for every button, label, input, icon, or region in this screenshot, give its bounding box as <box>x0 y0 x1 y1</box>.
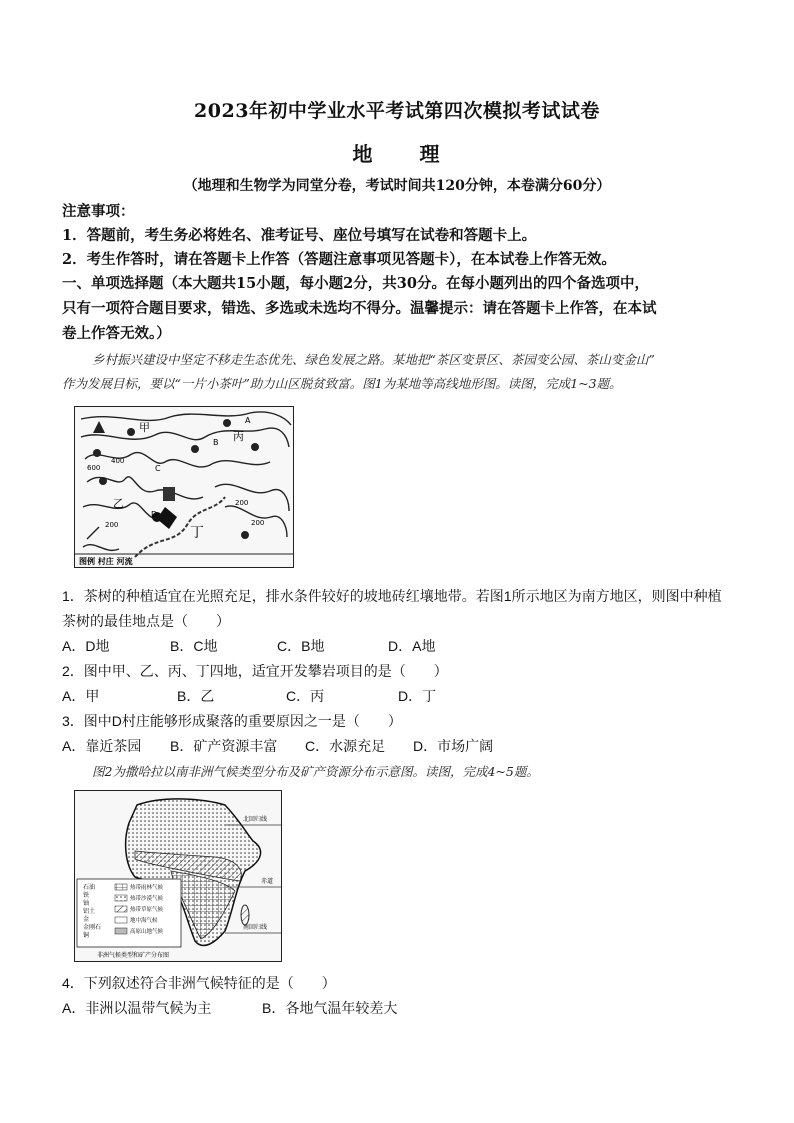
instructions-heading: 注意事项： <box>62 203 135 220</box>
question3-stem: 3．图中D村庄能够形成聚落的重要原因之一是（ ） <box>62 713 402 729</box>
instruction-item-1: 1．答题前，考生务必将姓名、准考证号、座位号填写在试卷和答题卡上。 <box>62 227 537 244</box>
contour-map-drawing <box>75 407 293 567</box>
legend-left-5: 金刚石 <box>83 924 102 931</box>
label-c: C <box>155 464 161 473</box>
north-tropic-label: 北回归线 <box>243 816 268 823</box>
contour-200-bottom: 200 <box>251 519 265 527</box>
figure1-legend: 图例 村庄 河流 <box>79 557 133 566</box>
exam-note: （地理和生物学为同堂分卷，考试时间共120分钟，本卷满分60分） <box>183 178 611 194</box>
passage1-line1: 乡村振兴建设中坚定不移走生态优先、绿色发展之路。某地把“茶区变景区、茶园变公园、茶山变金山” <box>92 352 655 367</box>
exam-title: 2023年初中学业水平考试第四次模拟考试试卷 <box>194 100 600 122</box>
question1-stem-line2: 茶树的最佳地点是（ ） <box>62 613 230 629</box>
question2-option-d[interactable]: D．丁 <box>398 688 437 704</box>
legend-left-2: 铀 <box>83 900 90 907</box>
legend-right-3: 地中海气候 <box>130 918 158 924</box>
question1-stem-line1: 1．茶树的种植适宜在光照充足，排水条件较好的坡地砖红壤地带。若图1所示地区为南方地区，则图中种植 <box>62 588 722 604</box>
passage2-line1: 图2为撒哈拉以南非洲气候类型分布及矿产资源分布示意图。读图，完成4~5题。 <box>92 764 539 779</box>
label-jia: 甲 <box>139 421 150 434</box>
legend-right-0: 热带雨林气候 <box>130 885 164 891</box>
question2-option-b[interactable]: B．乙 <box>177 688 215 704</box>
contour-200-left: 200 <box>105 521 119 529</box>
question1-option-a[interactable]: A．D地 <box>62 638 110 654</box>
equator-label: 赤道 <box>261 878 274 885</box>
legend-left-1: 铁 <box>83 892 90 899</box>
question4-option-b[interactable]: B．各地气温年较差大 <box>262 1000 398 1016</box>
figure2-caption: 非洲气候类型和矿产分布图 <box>97 952 170 959</box>
contour-200-right: 200 <box>235 499 249 507</box>
section1-line1: 一、单项选择题（本大题共15小题，每小题2分，共30分。在每小题列出的四个备选项中， <box>62 275 649 292</box>
question3-option-a[interactable]: A．靠近茶园 <box>62 738 142 754</box>
question2-option-a[interactable]: A．甲 <box>62 688 100 704</box>
label-b: B <box>213 438 219 447</box>
label-a: A <box>245 416 251 425</box>
instruction-item-2: 2．考生作答时，请在答题卡上作答（答题注意事项见答题卡），在本试卷上作答无效。 <box>62 251 616 268</box>
africa-map-drawing <box>75 791 281 961</box>
question3-option-c[interactable]: C．水源充足 <box>305 738 386 754</box>
legend-left-4: 金 <box>83 916 90 923</box>
contour-400: 400 <box>111 457 125 465</box>
question4-option-a[interactable]: A．非洲以温带气候为主 <box>62 1000 212 1016</box>
question1-option-c[interactable]: C．B地 <box>277 638 325 654</box>
legend-left-6: 铜 <box>83 932 90 939</box>
legend-left-3: 铝土 <box>83 908 96 915</box>
legend-right-4: 高原山地气候 <box>130 929 164 935</box>
figure1-contour-map <box>74 406 294 568</box>
question2-option-c[interactable]: C．丙 <box>286 688 325 704</box>
section1-line3: 卷上作答无效。） <box>62 325 171 342</box>
question1-option-d[interactable]: D．A地 <box>388 638 436 654</box>
question3-option-b[interactable]: B．矿产资源丰富 <box>170 738 278 754</box>
question2-stem: 2．图中甲、乙、丙、丁四地，适宜开发攀岩项目的是（ ） <box>62 663 448 679</box>
section1-line2: 只有一项符合题目要求，错选、多选或未选均不得分。温馨提示：请在答题卡上作答，在本试 <box>62 300 657 317</box>
legend-right-2: 热带草原气候 <box>130 907 164 913</box>
question1-option-b[interactable]: B．C地 <box>170 638 218 654</box>
figure2-africa-map <box>74 790 282 962</box>
label-bing: 丙 <box>233 430 244 443</box>
contour-600: 600 <box>87 464 101 472</box>
label-d: D <box>151 510 158 519</box>
legend-left-0: 石油 <box>83 884 96 891</box>
question3-option-d[interactable]: D．市场广阔 <box>413 738 494 754</box>
south-tropic-label: 南回归线 <box>243 924 268 931</box>
question4-stem: 4．下列叙述符合非洲气候特征的是（ ） <box>62 975 336 991</box>
subject-title: 地 理 <box>352 142 460 166</box>
legend-right-1: 热带沙漠气候 <box>130 896 164 902</box>
label-yi: 乙 <box>113 497 124 510</box>
passage1-line2: 作为发展目标，要以“一片小茶叶”助力山区脱贫致富。图1为某地等高线地形图。读图，完成1~3题。 <box>62 376 622 391</box>
label-ding: 丁 <box>190 525 204 541</box>
